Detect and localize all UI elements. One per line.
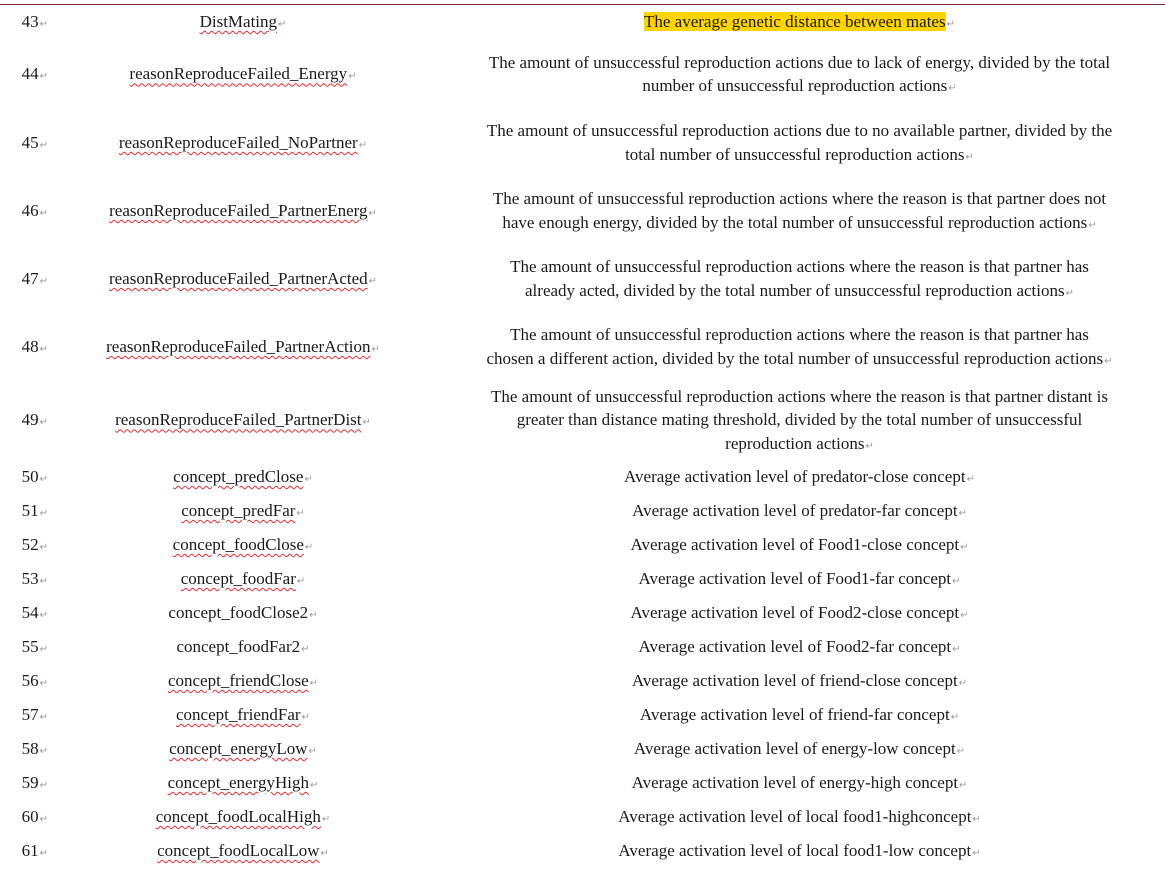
paragraph-mark: ↵ [39,677,48,689]
table-row [0,41,1165,110]
table-row [0,314,1165,382]
description-cell [434,665,1165,699]
description-cell [434,767,1165,801]
description-text: Average activation level of energy-high concept [631,772,959,792]
variable-name: DistMating [199,11,278,31]
description-line [440,279,1159,306]
description-text: total number of unsuccessful reproduction actions [625,144,965,164]
description-cell [434,110,1165,178]
paragraph-mark: ↵ [1065,287,1074,299]
paragraph-mark: ↵ [972,813,981,825]
paragraph-mark: ↵ [39,71,48,83]
variable-name-cell [52,767,434,801]
row-number: 51 [21,500,39,520]
row-number-cell [0,5,52,41]
variable-name: concept_foodLocalLow [157,840,320,860]
table-row [0,529,1165,563]
paragraph-mark: ↵ [948,83,957,94]
paragraph-mark: ↵ [304,473,313,485]
paragraph-mark: ↵ [309,609,318,621]
variable-name-cell [52,41,434,110]
variable-name: concept_energyHigh [167,772,309,792]
paragraph-mark: ↵ [39,507,48,519]
paragraph-mark: ↵ [960,541,969,553]
variable-name: reasonReproduceFailed_PartnerDist [115,410,362,430]
table-row [0,801,1165,835]
paragraph-mark: ↵ [301,643,310,655]
description-cell [434,529,1165,563]
row-number-cell [0,801,52,835]
paragraph-mark: ↵ [371,343,380,355]
description-text: already acted, divided by the total number of unsuccessful reproduction actions [525,280,1065,300]
paragraph-mark: ↵ [308,745,317,757]
paragraph-mark: ↵ [959,779,968,791]
table-row [0,597,1165,631]
description-text: The amount of unsuccessful reproduction actions due to no available partner, divided by the [486,121,1113,140]
description-text: Average activation level of Food2-close concept [630,602,960,622]
paragraph-mark: ↵ [39,779,48,791]
paragraph-mark: ↵ [965,151,974,163]
variables-table [0,5,1165,869]
description-line [440,385,1159,409]
row-number: 44 [21,64,39,84]
variable-name: concept_foodFar2 [176,636,301,656]
description-text: Average activation level of friend-close concept [631,670,958,690]
paragraph-mark: ↵ [966,473,975,485]
paragraph-mark: ↵ [956,745,966,757]
description-line [440,323,1159,347]
variable-name-cell [52,631,434,665]
table-row [0,733,1165,767]
description-line [440,635,1159,662]
row-number: 53 [21,568,39,588]
description-line [440,465,1159,492]
variable-name-cell [52,699,434,733]
description-text: Average activation level of Food1-close concept [630,534,960,554]
variable-name: concept_friendFar [175,704,301,724]
row-number: 43 [21,11,39,31]
description-cell [434,461,1165,495]
description-line [440,408,1159,432]
variable-name: concept_foodClose2 [168,602,309,622]
description-line [440,567,1159,594]
row-number: 57 [21,704,39,724]
variable-name-cell [52,835,434,869]
paragraph-mark: ↵ [39,207,48,219]
paragraph-mark: ↵ [320,847,329,859]
row-number-cell [0,461,52,495]
variable-name: concept_predClose [173,466,304,486]
variable-name: reasonReproduceFailed_PartnerAction [106,336,371,356]
description-text: Average activation level of Food2-far concept [638,636,952,656]
description-text: The average genetic distance between mates [644,11,946,31]
paragraph-mark: ↵ [39,813,48,825]
row-number-cell [0,382,52,461]
paragraph-mark: ↵ [952,643,961,655]
variable-name-cell [52,733,434,767]
table-row [0,495,1165,529]
row-number: 58 [21,738,39,758]
paragraph-mark: ↵ [972,847,981,859]
row-number: 46 [21,200,39,220]
paragraph-mark: ↵ [368,207,377,219]
row-number: 60 [21,806,39,826]
paragraph-mark: ↵ [958,507,967,519]
paragraph-mark: ↵ [1088,219,1097,231]
paragraph-mark: ↵ [39,575,48,587]
table-row [0,835,1165,869]
paragraph-mark: ↵ [950,711,960,723]
variable-name: reasonReproduceFailed_Energy [129,64,348,84]
description-text: have enough energy, divided by the total number of unsuccessful reproduction actions [502,212,1088,232]
paragraph-mark: ↵ [39,541,48,553]
row-number: 52 [21,534,39,554]
description-cell [434,835,1165,869]
description-line [440,10,1159,37]
description-text: reproduction actions [725,433,865,453]
description-text: Average activation level of Food1-far concept [638,568,952,588]
table-row [0,767,1165,801]
row-number-cell [0,314,52,382]
paragraph-mark: ↵ [39,18,48,30]
paragraph-mark: ↵ [39,643,48,655]
paragraph-mark: ↵ [296,575,306,587]
paragraph-mark: ↵ [309,677,319,689]
paragraph-mark: ↵ [358,139,368,151]
variable-name-cell [52,529,434,563]
row-number-cell [0,597,52,631]
description-line [440,143,1159,170]
paragraph-mark: ↵ [296,507,305,519]
row-number: 50 [21,466,39,486]
paragraph-mark: ↵ [301,711,310,723]
table-row [0,699,1165,733]
paragraph-mark: ↵ [39,847,48,859]
description-line [440,805,1159,832]
paragraph-mark: ↵ [39,711,48,723]
variable-name: reasonReproduceFailed_PartnerActed [108,268,368,288]
variable-name: concept_foodFar [180,568,296,588]
paragraph-mark: ↵ [39,275,48,287]
row-number: 56 [21,670,39,690]
row-number-cell [0,529,52,563]
description-line [440,119,1159,143]
description-line [440,51,1159,75]
paragraph-mark: ↵ [309,779,319,791]
description-line [440,669,1159,696]
variable-name-cell [52,382,434,461]
row-number-cell [0,246,52,314]
description-text: The amount of unsuccessful reproduction actions where the reason is that partner does not [492,189,1107,208]
variable-name-cell [52,5,434,41]
variable-name: reasonReproduceFailed_PartnerEnerg [109,200,368,220]
paragraph-mark: ↵ [1104,355,1113,367]
description-cell [434,563,1165,597]
description-line [440,211,1159,238]
description-cell [434,246,1165,314]
variable-name-cell [52,495,434,529]
table-row [0,382,1165,461]
table-body [0,5,1165,869]
description-cell [434,699,1165,733]
variable-name: reasonReproduceFailed_NoPartner [118,132,358,152]
row-number: 59 [21,772,39,792]
row-number: 45 [21,132,39,152]
row-number: 47 [21,268,39,288]
row-number-cell [0,767,52,801]
description-line [440,737,1159,764]
paragraph-mark: ↵ [321,813,331,825]
description-cell [434,733,1165,767]
description-text: greater than distance mating threshold, divided by the total number of unsuccessful [516,410,1083,430]
variable-name: concept_friendClose [167,670,309,690]
description-text: The amount of unsuccessful reproduction actions due to lack of energy, divided by the total [488,52,1111,72]
description-cell [434,314,1165,382]
description-line [440,499,1159,526]
paragraph-mark: ↵ [39,343,48,355]
variable-name-cell [52,461,434,495]
description-text: Average activation level of energy-low concept [633,738,956,758]
table-row [0,5,1165,41]
description-text: Average activation level of predator-close concept [624,466,966,486]
paragraph-mark: ↵ [39,473,48,485]
description-line [440,703,1159,730]
description-line [440,432,1159,459]
description-cell [434,41,1165,110]
description-line [440,771,1159,798]
row-number: 48 [21,336,39,356]
table-row [0,110,1165,178]
table-row [0,246,1165,314]
paragraph-mark: ↵ [304,541,314,553]
description-text: Average activation level of predator-far concept [632,500,958,520]
description-text: Average activation level of local food1-highconcept [618,806,972,826]
row-number-cell [0,699,52,733]
variable-name-cell [52,110,434,178]
description-line [440,839,1159,866]
variable-name-cell [52,597,434,631]
description-cell [434,597,1165,631]
description-line [440,74,1159,101]
variable-name-cell [52,178,434,246]
description-text: The amount of unsuccessful reproduction actions where the reason is that partner has [510,257,1089,276]
paragraph-mark: ↵ [39,417,48,429]
table-row [0,631,1165,665]
row-number-cell [0,495,52,529]
description-line [440,533,1159,560]
variable-name: concept_predFar [181,500,296,520]
description-text: The amount of unsuccessful reproduction actions where the reason is that partner distant is [490,386,1108,406]
description-line [440,347,1159,374]
description-text: number of unsuccessful reproduction actions [642,76,948,95]
row-number-cell [0,665,52,699]
paragraph-mark: ↵ [946,18,955,30]
row-number: 54 [21,602,39,622]
row-number: 49 [21,410,39,430]
paragraph-mark: ↵ [952,575,961,587]
row-number-cell [0,733,52,767]
paragraph-mark: ↵ [39,745,48,757]
description-cell [434,382,1165,461]
description-cell [434,495,1165,529]
paragraph-mark: ↵ [865,440,874,452]
row-number-cell [0,178,52,246]
row-number-cell [0,563,52,597]
row-number-cell [0,110,52,178]
table-row [0,178,1165,246]
paragraph-mark: ↵ [362,417,371,429]
description-cell [434,5,1165,41]
paragraph-mark: ↵ [368,275,378,287]
description-text: Average activation level of local food1-low concept [618,840,972,860]
description-line [440,255,1159,279]
paragraph-mark: ↵ [348,71,357,83]
variable-name-cell [52,314,434,382]
variable-name-cell [52,246,434,314]
variable-name: concept_foodClose [172,534,304,554]
variable-name: concept_foodLocalHigh [155,806,321,826]
paragraph-mark: ↵ [958,677,968,689]
table-row [0,461,1165,495]
description-cell [434,178,1165,246]
description-cell [434,631,1165,665]
row-number: 55 [21,636,39,656]
row-number-cell [0,835,52,869]
paragraph-mark: ↵ [39,609,48,621]
variable-name: concept_energyLow [169,738,308,758]
table-row [0,563,1165,597]
variable-name-cell [52,563,434,597]
description-cell [434,801,1165,835]
variable-name-cell [52,801,434,835]
paragraph-mark: ↵ [39,139,48,151]
description-line [440,187,1159,211]
description-text: chosen a different action, divided by the total number of unsuccessful reproduction actions [486,348,1104,368]
description-text: Average activation level of friend-far concept [639,704,950,724]
paragraph-mark: ↵ [278,18,287,30]
paragraph-mark: ↵ [960,609,969,621]
table-row [0,665,1165,699]
description-line [440,601,1159,628]
row-number-cell [0,631,52,665]
row-number: 61 [21,840,39,860]
variable-name-cell [52,665,434,699]
description-text: The amount of unsuccessful reproduction actions where the reason is that partner has [510,325,1089,344]
row-number-cell [0,41,52,110]
